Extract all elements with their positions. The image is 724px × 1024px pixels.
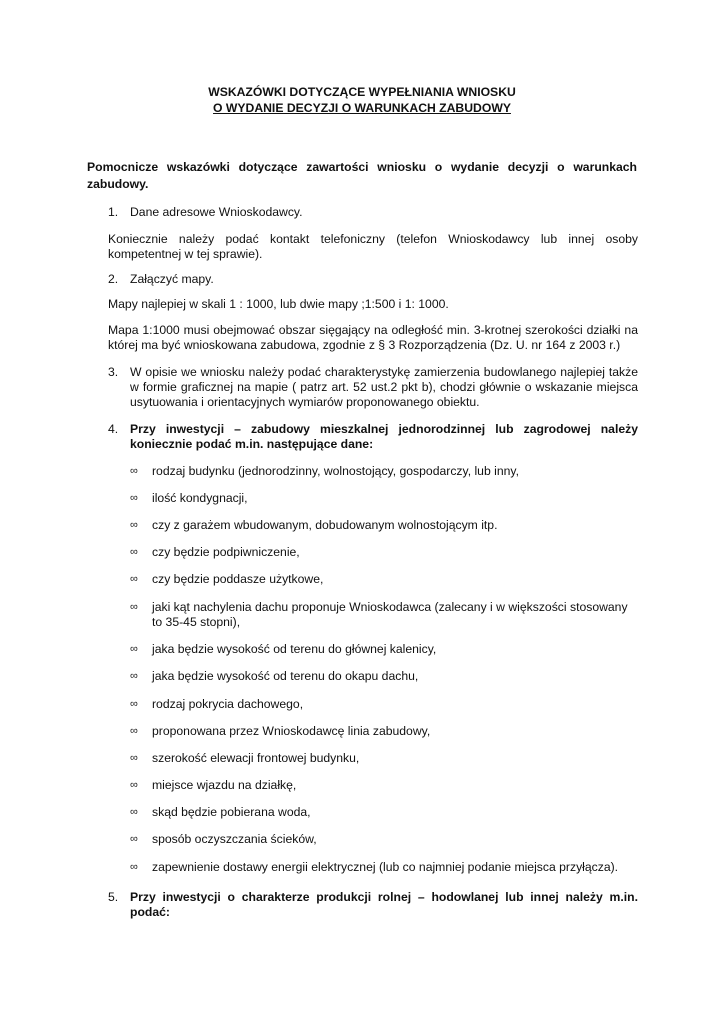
item3-text: W opisie we wniosku należy podać charakterystykę zamierzenia budowlanego najlepiej także w formie graficznej na mapie ( patrz art. 52 ust.2 pkt b), chodzi głównie o wskazanie miejsca usytuowania i orientacyjnych wymiarów proponowanego obiektu. bbox=[130, 365, 638, 409]
bullet-item: czy będzie poddasze użytkowe, bbox=[152, 572, 324, 586]
bullet-infinity-icon: ∞ bbox=[130, 492, 138, 504]
bullet-item: czy będzie podpiwniczenie, bbox=[152, 545, 300, 559]
bullet-item: proponowana przez Wnioskodawcę linia zabudowy, bbox=[152, 724, 431, 738]
bullet-infinity-icon: ∞ bbox=[130, 601, 138, 613]
item1-number: 1. bbox=[108, 205, 119, 219]
item4-number: 4. bbox=[108, 422, 119, 436]
document-title-line1: WSKAZÓWKI DOTYCZĄCE WYPEŁNIANIA WNIOSKU bbox=[208, 85, 516, 99]
bullet-infinity-icon: ∞ bbox=[130, 833, 138, 845]
item2-text: Załączyć mapy. bbox=[130, 272, 214, 286]
bullet-infinity-icon: ∞ bbox=[130, 725, 138, 737]
bullet-item: jaka będzie wysokość od terenu do okapu dachu, bbox=[152, 669, 419, 683]
bullet-infinity-icon: ∞ bbox=[130, 779, 138, 791]
item2-note-area: Mapa 1:1000 musi obejmować obszar sięgający na odległość min. 3-krotnej szerokości działki na której ma być wnioskowana zabudowa, zgodnie z § 3 Rozporządzenia (Dz. U. nr 164 z 2003 r.) bbox=[108, 323, 638, 352]
bullet-infinity-icon: ∞ bbox=[130, 861, 138, 873]
item4-text: Przy inwestycji – zabudowy mieszkalnej jednorodzinnej lub zagrodowej należy koniecznie podać m.in. następujące dane: bbox=[130, 422, 638, 451]
bullet-infinity-icon: ∞ bbox=[130, 573, 138, 585]
bullet-item: rodzaj budynku (jednorodzinny, wolnostojący, gospodarczy, lub inny, bbox=[152, 464, 519, 478]
item1-text: Dane adresowe Wnioskodawcy. bbox=[130, 205, 303, 219]
bullet-infinity-icon: ∞ bbox=[130, 806, 138, 818]
item1-note: Koniecznie należy podać kontakt telefoniczny (telefon Wnioskodawcy lub innej osoby kompetentnej w tej sprawie). bbox=[108, 232, 638, 261]
bullet-infinity-icon: ∞ bbox=[130, 465, 138, 477]
bullet-item: sposób oczyszczania ścieków, bbox=[152, 832, 317, 846]
bullet-item: ilość kondygnacji, bbox=[152, 491, 248, 505]
item5-number: 5. bbox=[108, 890, 119, 904]
bullet-item: szerokość elewacji frontowej budynku, bbox=[152, 751, 360, 765]
bullet-item: miejsce wjazdu na działkę, bbox=[152, 778, 297, 792]
item2-note-scale: Mapy najlepiej w skali 1 : 1000, lub dwie mapy ;1:500 i 1: 1000. bbox=[108, 297, 449, 311]
bullet-infinity-icon: ∞ bbox=[130, 670, 138, 682]
bullet-item: zapewnienie dostawy energii elektrycznej (lub co najmniej podanie miejsca przyłącza). bbox=[152, 860, 619, 874]
bullet-infinity-icon: ∞ bbox=[130, 519, 138, 531]
bullet-infinity-icon: ∞ bbox=[130, 546, 138, 558]
bullet-item: jaki kąt nachylenia dachu proponuje Wnioskodawca (zalecany i w większości stosowany to 35-45 stopni), bbox=[152, 600, 628, 629]
bullet-item: skąd będzie pobierana woda, bbox=[152, 805, 311, 819]
bullet-infinity-icon: ∞ bbox=[130, 698, 138, 710]
item5-text: Przy inwestycji o charakterze produkcji rolnej – hodowlanej lub innej należy m.in. podać: bbox=[130, 890, 638, 919]
bullet-infinity-icon: ∞ bbox=[130, 752, 138, 764]
bullet-item: czy z garażem wbudowanym, dobudowanym wolnostojącym itp. bbox=[152, 518, 498, 532]
item2-number: 2. bbox=[108, 272, 119, 286]
item3-number: 3. bbox=[108, 365, 119, 379]
bullet-item: jaka będzie wysokość od terenu do głównej kalenicy, bbox=[152, 642, 437, 656]
bullet-item: rodzaj pokrycia dachowego, bbox=[152, 697, 304, 711]
intro-paragraph: Pomocnicze wskazówki dotyczące zawartości wniosku o wydanie decyzji o warunkach zabudowy. bbox=[87, 160, 637, 191]
document-title-line2: O WYDANIE DECYZJI O WARUNKACH ZABUDOWY bbox=[213, 101, 511, 115]
bullet-infinity-icon: ∞ bbox=[130, 643, 138, 655]
